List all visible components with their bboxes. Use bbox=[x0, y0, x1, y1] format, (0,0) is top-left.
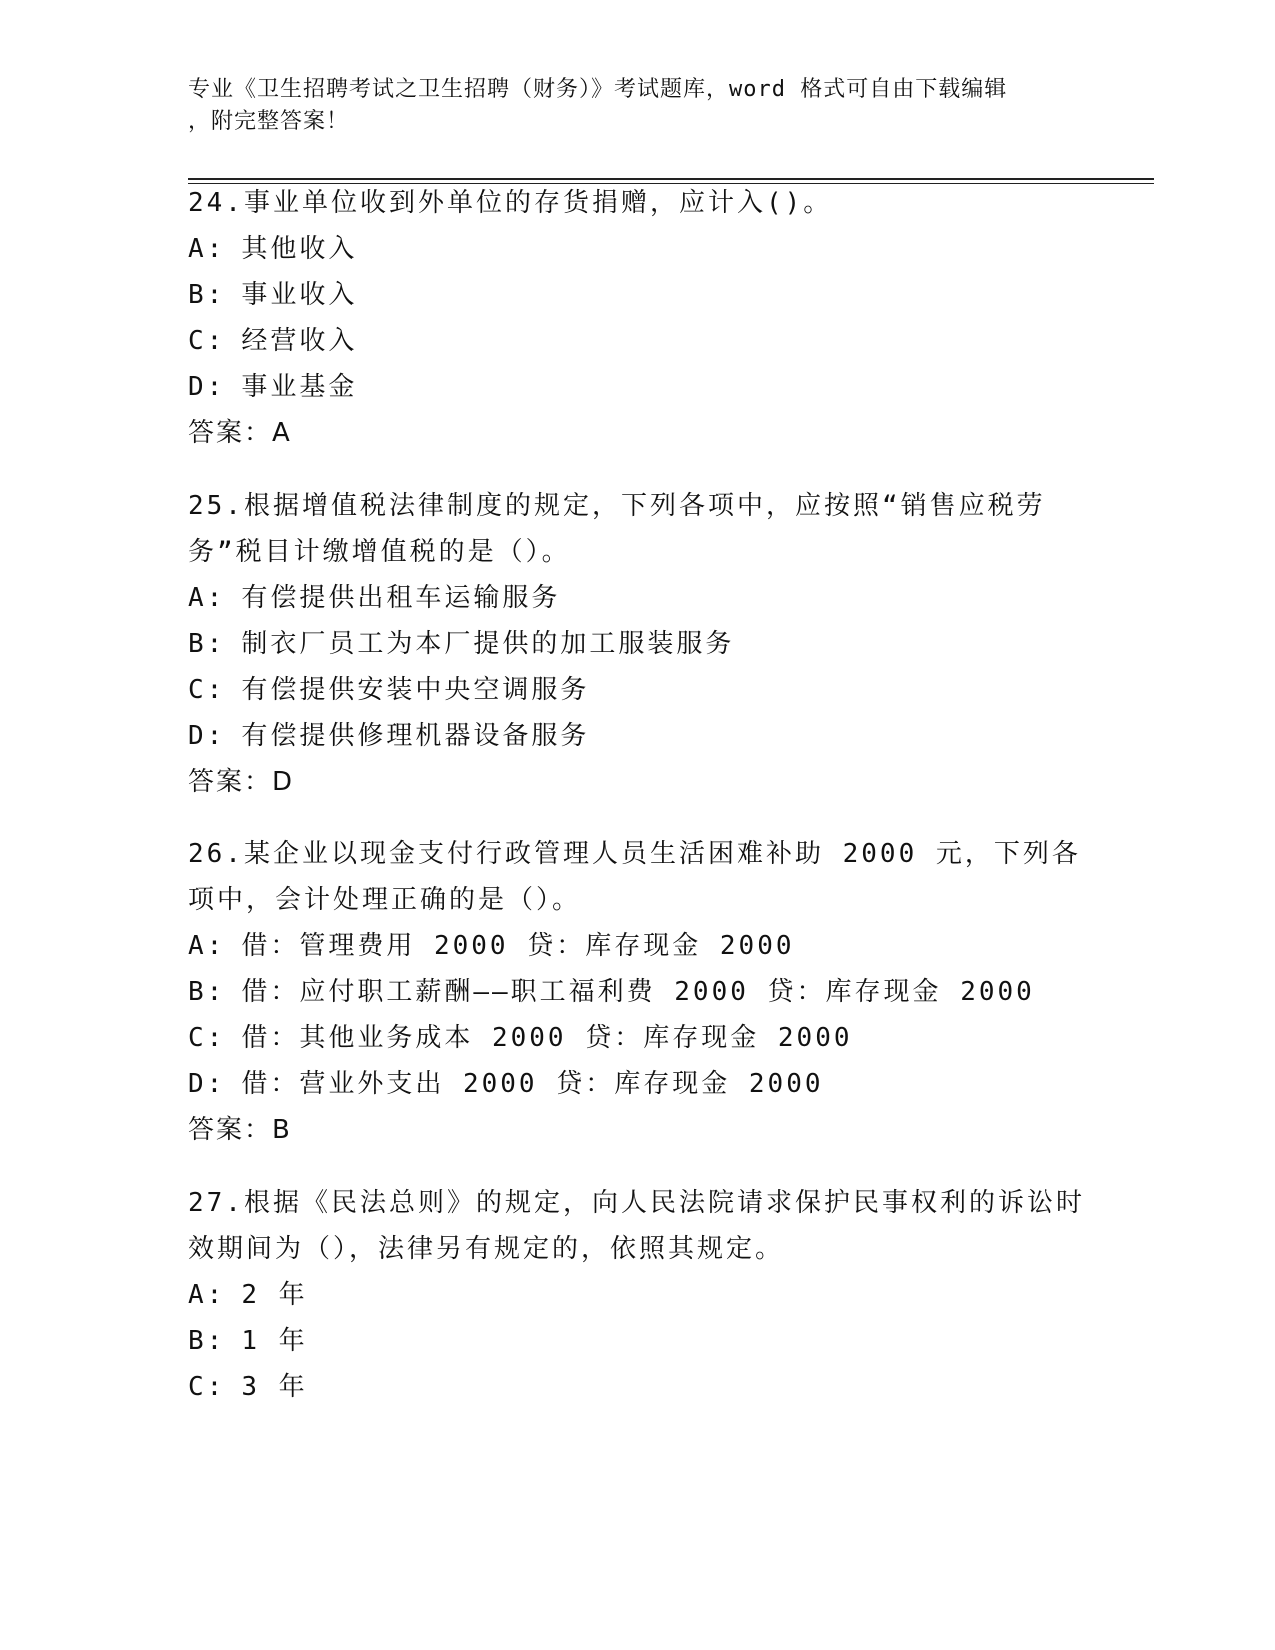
option-c bbox=[188, 1364, 1088, 1410]
option-a bbox=[188, 226, 1088, 272]
question-stem: 24.事业单位收到外单位的存货捐赠，应计入()。 bbox=[188, 188, 833, 218]
option-b bbox=[188, 969, 1088, 1015]
question-stem: 27.根据《民法总则》的规定，向人民法院请求保护民事权利的诉讼时效期间为（），法律另有规定的，依照其规定。 bbox=[188, 1188, 1085, 1264]
option-key: C: bbox=[188, 1372, 226, 1402]
question-stem: 26.某企业以现金支付行政管理人员生活困难补助 2000 元，下列各项中，会计处理正确的是（）。 bbox=[188, 839, 1081, 915]
question-27 bbox=[188, 1180, 1088, 1410]
answer-label: 答案：D bbox=[188, 767, 295, 797]
option-key: A: bbox=[188, 583, 226, 613]
question-24 bbox=[188, 180, 1088, 456]
option-text: 借：管理费用 2000 贷：库存现金 2000 bbox=[241, 931, 795, 961]
answer-label: 答案：B bbox=[188, 1115, 292, 1145]
option-key: B: bbox=[188, 1326, 226, 1356]
option-text: 制衣厂员工为本厂提供的加工服装服务 bbox=[241, 629, 735, 659]
option-key: B: bbox=[188, 977, 226, 1007]
option-text: 事业基金 bbox=[241, 372, 358, 402]
option-key: B: bbox=[188, 629, 226, 659]
option-key: D: bbox=[188, 372, 226, 402]
option-text: 1 年 bbox=[241, 1326, 308, 1356]
option-text: 事业收入 bbox=[241, 280, 358, 310]
answer-label: 答案：A bbox=[188, 418, 292, 448]
option-c bbox=[188, 1015, 1088, 1061]
document-header: 专业《卫生招聘考试之卫生招聘（财务）》考试题库，word 格式可自由下载编辑 ，附完整答案！ bbox=[188, 77, 1008, 134]
option-d bbox=[188, 1061, 1088, 1107]
option-key: C: bbox=[188, 675, 226, 705]
option-text: 借：营业外支出 2000 贷：库存现金 2000 bbox=[241, 1069, 824, 1099]
option-text: 2 年 bbox=[241, 1280, 308, 1310]
option-key: D: bbox=[188, 1069, 226, 1099]
question-25 bbox=[188, 483, 1088, 805]
option-c bbox=[188, 667, 1088, 713]
question-stem: 25.根据增值税法律制度的规定，下列各项中，应按照“销售应税劳务”税目计缴增值税的是（）。 bbox=[188, 491, 1046, 567]
option-text: 有偿提供出租车运输服务 bbox=[241, 583, 561, 613]
option-key: A: bbox=[188, 234, 226, 264]
option-text: 3 年 bbox=[241, 1372, 308, 1402]
option-key: A: bbox=[188, 931, 226, 961]
option-key: C: bbox=[188, 326, 226, 356]
option-b bbox=[188, 1318, 1088, 1364]
option-key: C: bbox=[188, 1023, 226, 1053]
option-text: 有偿提供安装中央空调服务 bbox=[241, 675, 590, 705]
option-a bbox=[188, 575, 1088, 621]
option-a bbox=[188, 923, 1088, 969]
option-text: 经营收入 bbox=[241, 326, 358, 356]
option-a bbox=[188, 1272, 1088, 1318]
option-key: B: bbox=[188, 280, 226, 310]
option-c bbox=[188, 318, 1088, 364]
option-key: A: bbox=[188, 1280, 226, 1310]
option-key: D: bbox=[188, 721, 226, 751]
option-b bbox=[188, 621, 1088, 667]
option-text: 借：应付职工薪酬——职工福利费 2000 贷：库存现金 2000 bbox=[241, 977, 1035, 1007]
option-d bbox=[188, 713, 1088, 759]
option-d bbox=[188, 364, 1088, 410]
option-text: 借：其他业务成本 2000 贷：库存现金 2000 bbox=[241, 1023, 853, 1053]
option-text: 有偿提供修理机器设备服务 bbox=[241, 721, 590, 751]
option-text: 其他收入 bbox=[241, 234, 358, 264]
option-b bbox=[188, 272, 1088, 318]
question-26 bbox=[188, 831, 1088, 1153]
